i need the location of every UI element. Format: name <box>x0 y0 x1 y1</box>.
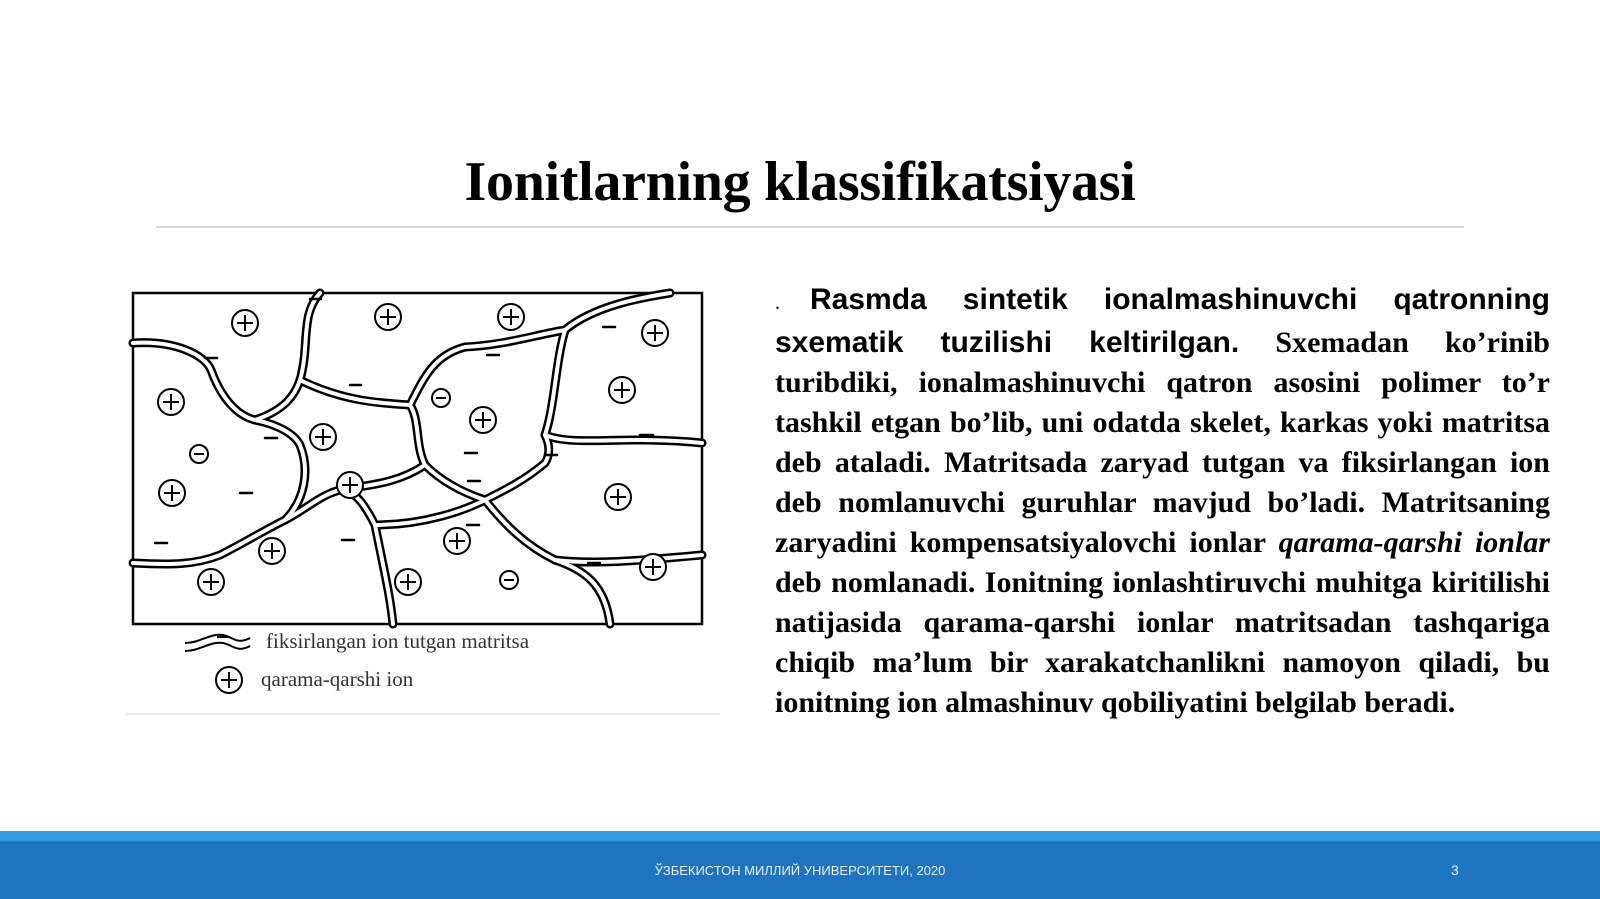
counter-ion <box>605 484 631 510</box>
matrix-legend-icon <box>185 635 250 651</box>
figure-divider <box>125 713 720 715</box>
footer-stripe <box>0 831 1600 841</box>
co-ion <box>500 571 518 589</box>
counter-ion-legend-icon <box>216 667 242 693</box>
closing-segment: deb nomlanadi. Ionitning ionlashtiruvchi muhitga kiritilishi natijasida qarama-qarshi ionlar matritsadan tashqariga chiqib ma’lum bir xarakatchanlikni namoyon qiladi, bu ionitning ion almashinuv qobiliyatini belgilab beradi. <box>775 566 1550 719</box>
italic-term: qarama-qarshi ionlar <box>1278 526 1550 559</box>
lead-dot: . <box>775 292 780 314</box>
counter-ion <box>310 424 336 450</box>
counter-ion <box>444 528 470 554</box>
counter-ion <box>159 480 185 506</box>
co-ion <box>432 389 450 407</box>
counter-ion <box>337 472 363 498</box>
legend-matrix-label: fiksirlangan ion tutgan matritsa <box>266 629 530 653</box>
slide-title: Ionitlarning klassifikatsiyasi <box>464 151 1136 213</box>
lead-word: Rasmda <box>810 283 927 316</box>
counter-ion <box>642 320 668 346</box>
page-number: 3 <box>1451 862 1459 878</box>
ion-exchanger-schematic <box>125 285 720 717</box>
footer-band <box>0 841 1600 899</box>
footer-university: ЎЗБЕКИСТОН МИЛЛИЙ УНИВЕРСИТЕТИ, 2020 <box>654 863 946 878</box>
counter-ion <box>395 569 421 595</box>
title-divider <box>156 226 1464 228</box>
serif-segment: Sxemadan ko’rinib turibdiki, ionalmashinuvchi qatron asosini polimer to’r tashkil etgan bo’lib, uni odatda skelet, karkas yoki matritsa deb ataladi. Matritsada zaryad tutgan va fiksirlangan ion deb nomlanuvchi guruhlar mavjud bo’ladi. Matritsaning zaryadini kompensatsiyalovchi ionlar <box>775 326 1550 559</box>
counter-ion <box>158 389 184 415</box>
counter-ion <box>498 304 524 330</box>
body-paragraph <box>775 280 1550 723</box>
legend <box>185 635 250 693</box>
co-ion <box>190 445 208 463</box>
counter-ion <box>198 569 224 595</box>
counter-ion <box>470 407 496 433</box>
sans-segment: sintetik ionalmashinuvchi qatronning sxematik tuzilishi keltirilgan. <box>775 283 1550 359</box>
counter-ion <box>609 377 635 403</box>
counter-ion <box>640 554 666 580</box>
legend-counter-ion-label: qarama-qarshi ion <box>261 667 414 691</box>
counter-ion <box>259 538 285 564</box>
counter-ion <box>232 310 258 336</box>
counter-ion <box>375 304 401 330</box>
schematic-drawing <box>125 285 720 717</box>
